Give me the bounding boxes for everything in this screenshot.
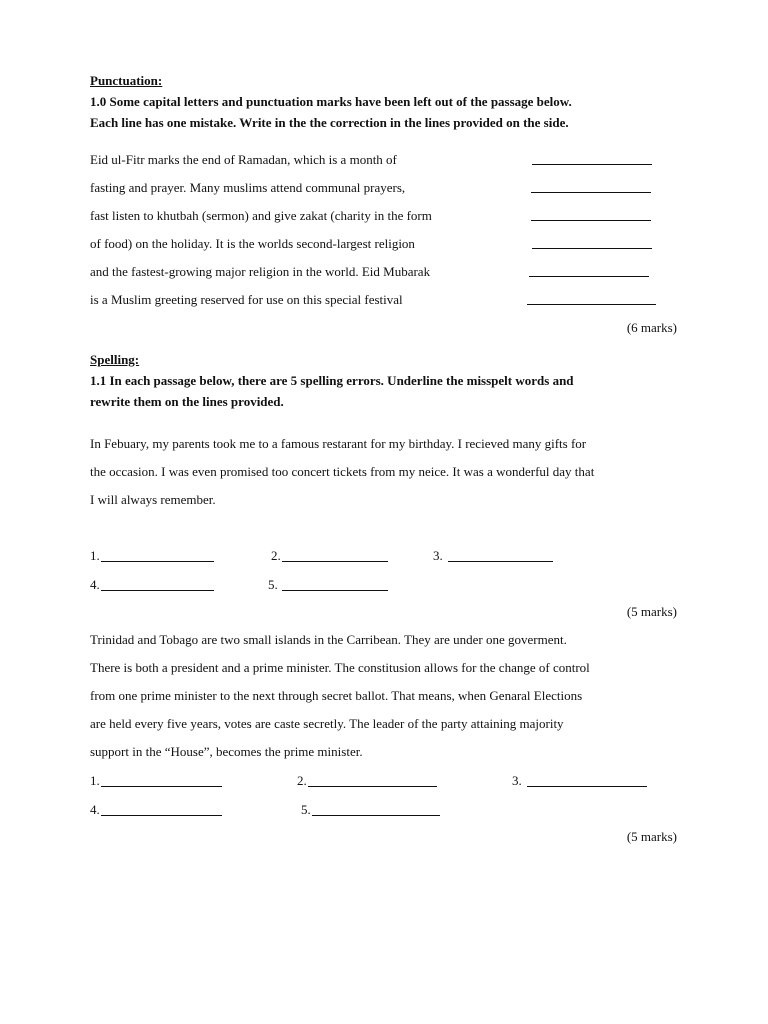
answer-2-5-number: 5.: [301, 802, 311, 817]
passage-line-2: fasting and prayer. Many muslims attend communal prayers,: [90, 180, 406, 195]
passage-line-4: of food) on the holiday. It is the worlds second-largest religion: [90, 236, 415, 251]
passage-line-5: and the fastest-growing major religion in the world. Eid Mubarak: [90, 264, 431, 279]
correction-blank-1[interactable]: [532, 164, 652, 165]
answer-1-blank[interactable]: [101, 561, 214, 562]
answer-2-5-blank[interactable]: [312, 815, 440, 816]
passage-line-6: is a Muslim greeting reserved for use on this special festival: [90, 292, 403, 307]
answer-2-1-number: 1.: [90, 773, 100, 788]
answer-3-number: 3.: [433, 548, 443, 563]
spelling-passage-2-line-4: are held every five years, votes are caste secretly. The leader of the party attaining majority: [90, 716, 564, 731]
spelling-passage-2-line-3: from one prime minister to the next through secret ballot. That means, when Genaral Elections: [90, 688, 583, 703]
answer-2-2-blank[interactable]: [308, 786, 437, 787]
answer-3-blank[interactable]: [448, 561, 553, 562]
answer-5-number: 5.: [268, 577, 278, 592]
punctuation-marks: (6 marks): [626, 320, 677, 335]
punctuation-instruction-line-2: Each line has one mistake. Write in the the correction in the lines provided on the side.: [90, 115, 569, 130]
answer-2-number: 2.: [271, 548, 281, 563]
answer-4-number: 4.: [90, 577, 100, 592]
correction-blank-3[interactable]: [531, 220, 651, 221]
passage-line-3: fast listen to khutbah (sermon) and give zakat (charity in the form: [90, 208, 432, 223]
spelling-passage-1-marks: (5 marks): [626, 604, 677, 619]
spelling-passage-2-line-2: There is both a president and a prime minister. The constitusion allows for the change of control: [90, 660, 590, 675]
correction-blank-4[interactable]: [532, 248, 652, 249]
answer-5-blank[interactable]: [282, 590, 388, 591]
spelling-passage-2-line-1: Trinidad and Tobago are two small islands in the Carribean. They are under one goverment.: [90, 632, 567, 647]
spelling-passage-1-line-3: I will always remember.: [90, 492, 216, 507]
answer-2-4-number: 4.: [90, 802, 100, 817]
spelling-heading: Spelling:: [90, 352, 140, 367]
passage-line-1: Eid ul-Fitr marks the end of Ramadan, which is a month of: [90, 152, 397, 167]
answer-4-blank[interactable]: [101, 590, 214, 591]
punctuation-heading: Punctuation:: [90, 73, 163, 88]
spelling-passage-1-line-1: In Febuary, my parents took me to a famous restarant for my birthday. I recieved many gifts for: [90, 436, 587, 451]
answer-2-2-number: 2.: [297, 773, 307, 788]
answer-1-number: 1.: [90, 548, 100, 563]
answer-2-1-blank[interactable]: [101, 786, 222, 787]
spelling-passage-2-marks: (5 marks): [626, 829, 677, 844]
correction-blank-5[interactable]: [529, 276, 649, 277]
correction-blank-6[interactable]: [527, 304, 656, 305]
answer-2-blank[interactable]: [282, 561, 388, 562]
answer-2-3-number: 3.: [512, 773, 522, 788]
answer-2-4-blank[interactable]: [101, 815, 222, 816]
spelling-passage-2-line-5: support in the “House”, becomes the prime minister.: [90, 744, 363, 759]
spelling-passage-1-line-2: the occasion. I was even promised too concert tickets from my neice. It was a wonderful day that: [90, 464, 595, 479]
correction-blank-2[interactable]: [531, 192, 651, 193]
answer-2-3-blank[interactable]: [527, 786, 647, 787]
punctuation-instruction-line-1: 1.0 Some capital letters and punctuation marks have been left out of the passage below.: [90, 94, 572, 109]
spelling-instruction-line-1: 1.1 In each passage below, there are 5 spelling errors. Underline the misspelt words and: [90, 373, 574, 388]
spelling-instruction-line-2: rewrite them on the lines provided.: [90, 394, 284, 409]
